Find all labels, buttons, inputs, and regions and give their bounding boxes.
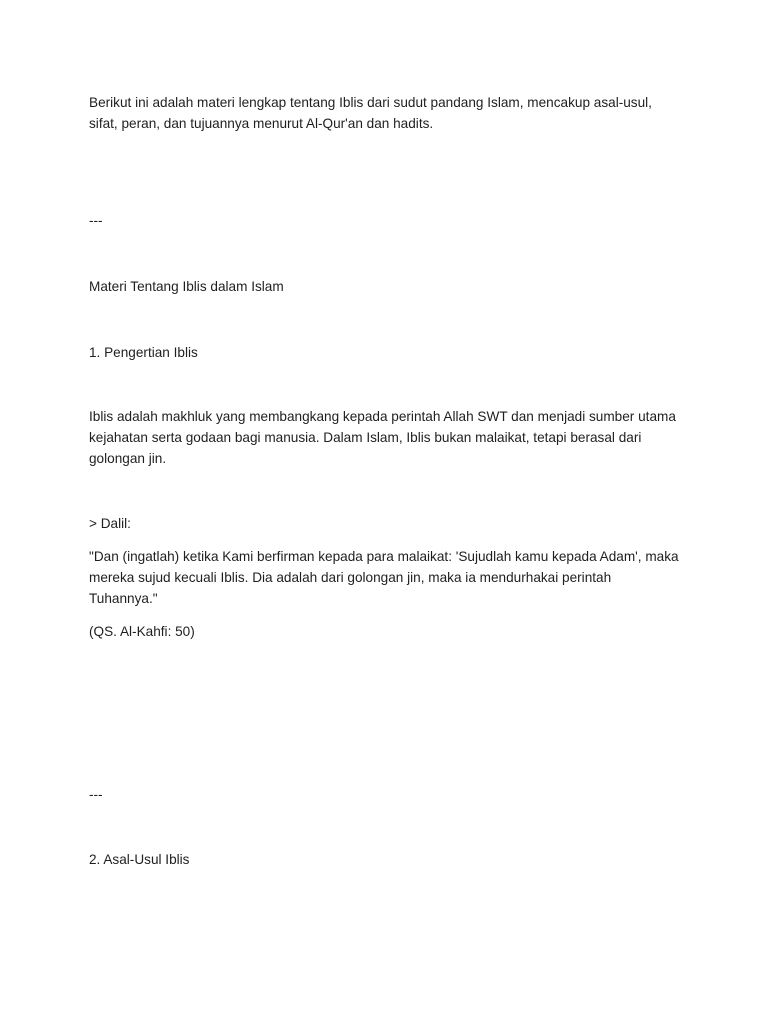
separator-line: --- bbox=[89, 787, 103, 802]
dalil-quote: "Dan (ingatlah) ketika Kami berfirman kepada para malaikat: 'Sujudlah kamu kepada Adam', maka mereka sujud kecuali Iblis. Dia adalah dari golongan jin, maka ia mendurhakai perintah Tuhannya." bbox=[89, 549, 679, 606]
dalil-reference: (QS. Al-Kahfi: 50) bbox=[89, 624, 195, 639]
dalil-label: > Dalil: bbox=[89, 516, 131, 531]
separator-line: --- bbox=[89, 213, 103, 228]
document-title: Materi Tentang Iblis dalam Islam bbox=[89, 279, 284, 294]
intro-paragraph: Berikut ini adalah materi lengkap tentang Iblis dari sudut pandang Islam, mencakup asal-usul, sifat, peran, dan tujuannya menurut Al-Qur'an dan hadits. bbox=[89, 95, 652, 131]
section-paragraph-pengertian: Iblis adalah makhluk yang membangkang kepada perintah Allah SWT dan menjadi sumber utama kejahatan serta godaan bagi manusia. Dalam Islam, Iblis bukan malaikat, tetapi berasal dari golongan jin. bbox=[89, 409, 676, 466]
section-heading-asal-usul: 2. Asal-Usul Iblis bbox=[89, 852, 190, 867]
section-heading-pengertian: 1. Pengertian Iblis bbox=[89, 345, 198, 360]
